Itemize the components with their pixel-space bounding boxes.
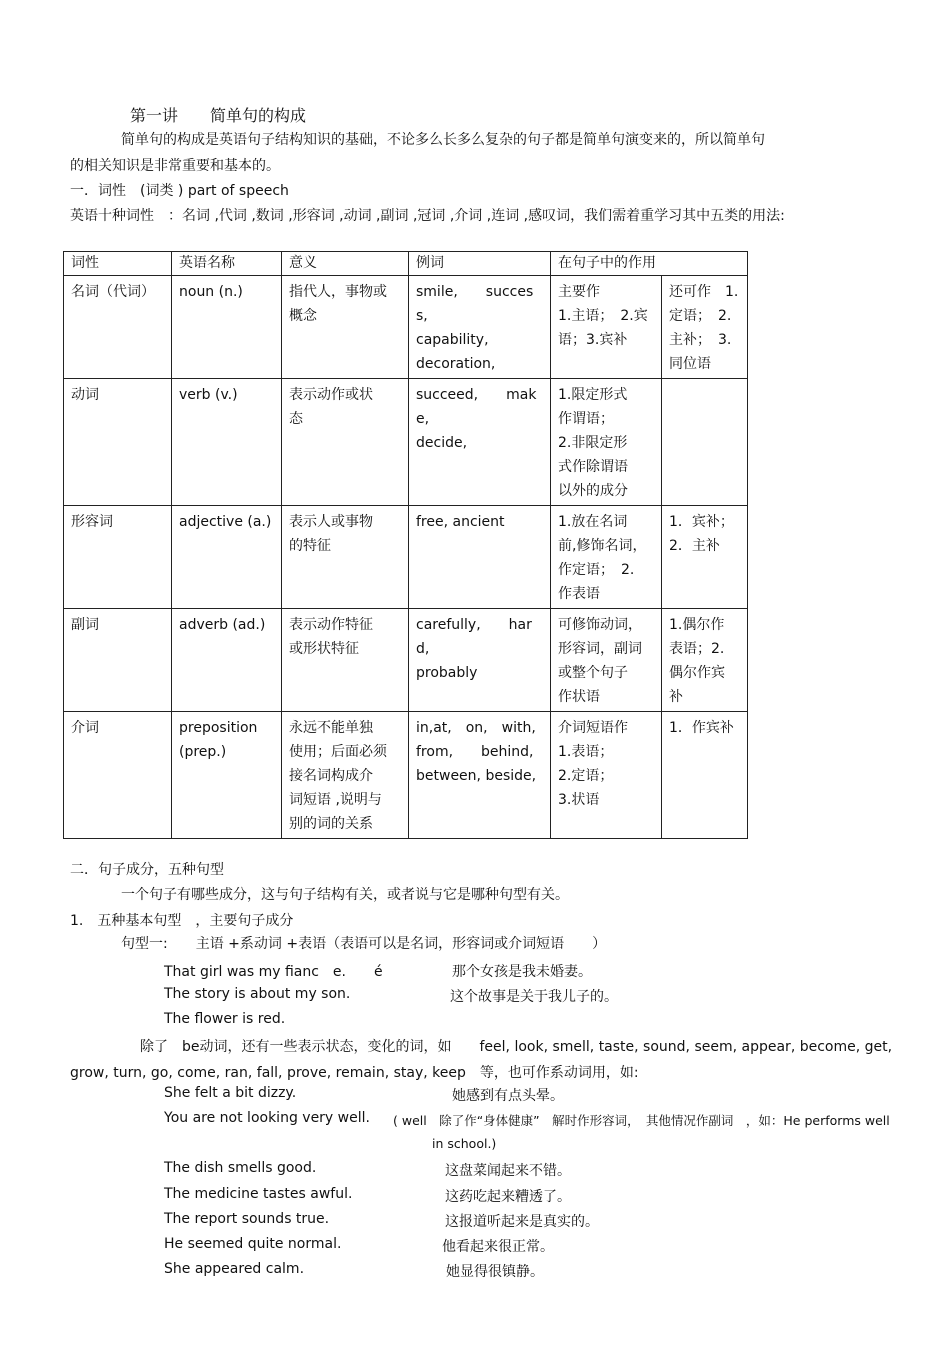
function-line: 1.表语； — [558, 744, 614, 760]
example-sentence-en: The flower is red. — [164, 1011, 286, 1027]
extra-function-cell — [662, 609, 748, 712]
function-line: 可修饰动词， — [558, 617, 642, 633]
examples-cell — [409, 506, 551, 609]
function-line: 作定语； 2. — [558, 562, 635, 578]
table-row — [64, 506, 748, 609]
example-line: carefully, hard, — [416, 617, 532, 657]
table-row — [64, 379, 748, 506]
extra-line: 1．作宾补 — [669, 720, 734, 736]
examples-cell — [409, 276, 551, 379]
example-sentence-zh: 这报道听起来是真实的。 — [445, 1214, 599, 1230]
example-sentence-en: The story is about my son. — [164, 986, 351, 1002]
meaning-line: 指代人，事物或 — [289, 284, 387, 300]
meaning-line: 词短语 ,说明与 — [289, 792, 382, 808]
english-name-cell: adjective (a.) — [172, 506, 282, 609]
extra-line: 还可作 1. — [669, 284, 739, 300]
function-line: 1.限定形式 — [558, 387, 628, 403]
extra-line: 表语；2. — [669, 641, 725, 657]
function-line: 语；3.宾补 — [558, 332, 628, 348]
example-line: between, beside, — [416, 768, 537, 784]
parts-of-speech-table — [63, 251, 748, 839]
function-line: 式作除谓语 — [558, 459, 628, 475]
example-sentence-zh: 她感到有点头晕。 — [452, 1088, 564, 1104]
function-line: 以外的成分 — [558, 483, 628, 499]
extra-line: 主补； 3. — [669, 332, 732, 348]
function-cell — [551, 276, 662, 379]
linking-verbs-note-line2: grow, turn, go, come, ran, fall, prove, remain, stay, keep 等，也可作系动词用，如: — [70, 1065, 639, 1081]
table-row — [64, 609, 748, 712]
extra-line: 同位语 — [669, 356, 711, 372]
meaning-line: 态 — [289, 411, 303, 427]
meaning-line: 或形状特征 — [289, 641, 359, 657]
pos-cell: 介词 — [64, 712, 172, 839]
meaning-cell — [282, 712, 409, 839]
function-line: 形容词，副词 — [558, 641, 642, 657]
example-sentence-en: She appeared calm. — [164, 1261, 305, 1277]
section1-heading: 一．词性 (词类 ) part of speech — [70, 183, 289, 199]
example-line: succeed, make, — [416, 387, 537, 427]
function-line: 前,修饰名词， — [558, 538, 647, 554]
example-line: decoration, — [416, 356, 496, 372]
function-cell — [551, 712, 662, 839]
table-header-row — [64, 252, 748, 276]
example-sentence-en: The dish smells good. — [164, 1160, 317, 1176]
meaning-line: 表示动作或状 — [289, 387, 373, 403]
meaning-line: 使用；后面必须 — [289, 744, 387, 760]
section2-intro: 一个句子有哪些成分，这与句子结构有关，或者说与它是哪种句型有关。 — [121, 887, 569, 903]
function-line: 作表语 — [558, 586, 600, 602]
example-line: capability, — [416, 332, 489, 348]
function-cell — [551, 379, 662, 506]
section2-heading: 二．句子成分，五种句型 — [70, 862, 224, 878]
examples-cell — [409, 712, 551, 839]
function-line: 3.状语 — [558, 792, 600, 808]
function-line: 2.非限定形 — [558, 435, 628, 451]
english-name-cell: verb (v.) — [172, 379, 282, 506]
function-line: 介词短语作 — [558, 720, 628, 736]
function-line: 2.定语； — [558, 768, 614, 784]
meaning-line: 表示人或事物 — [289, 514, 373, 530]
extra-line: 补 — [669, 689, 683, 705]
examples-cell — [409, 609, 551, 712]
meaning-cell — [282, 609, 409, 712]
example-sentence-zh: 这药吃起来糟透了。 — [445, 1189, 571, 1205]
extra-line: 定语； 2. — [669, 308, 732, 324]
table-row — [64, 276, 748, 379]
example-line: from, behind, — [416, 744, 534, 760]
example-sentence-zh: 她显得很镇静。 — [446, 1264, 544, 1280]
example-sentence-en: The medicine tastes awful. — [164, 1186, 353, 1202]
table-header-cell: 词性 — [64, 252, 172, 276]
extra-line: 偶尔作宾 — [669, 665, 725, 681]
example-sentence-en: You are not looking very well. — [164, 1110, 370, 1126]
extra-function-cell — [662, 276, 748, 379]
function-line: 1.主语； 2.宾 — [558, 308, 648, 324]
function-cell — [551, 609, 662, 712]
function-line: 作谓语； — [558, 411, 614, 427]
example-sentence-zh: 他看起来很正常。 — [442, 1239, 554, 1255]
example-sentence-en: She felt a bit dizzy. — [164, 1085, 297, 1101]
table-header-cell: 在句子中的作用 — [551, 252, 748, 276]
pos-cell: 形容词 — [64, 506, 172, 609]
point1-heading: 1. 五种基本句型 ，主要句子成分 — [70, 913, 294, 929]
function-cell — [551, 506, 662, 609]
extra-line: 1.偶尔作 — [669, 617, 725, 633]
section1-text: 英语十种词性 ：名词 ,代词 ,数词 ,形容词 ,动词 ,副词 ,冠词 ,介词 ,连词 ,感叹词，我们需着重学习其中五类的用法: — [70, 208, 785, 224]
example-line: smile, success, — [416, 284, 534, 324]
english-name-cell — [172, 712, 282, 839]
intro-text-line2: 的相关知识是非常重要和基本的。 — [70, 158, 280, 174]
table-header-cell: 例词 — [409, 252, 551, 276]
example-sentence-zh: 那个女孩是我未婚妻。 — [452, 964, 592, 980]
table-header-cell: 英语名称 — [172, 252, 282, 276]
example-line: decide, — [416, 435, 468, 451]
function-line: 主要作 — [558, 284, 600, 300]
example-sentence-en: That girl was my fianc e. é — [164, 964, 383, 980]
linking-verbs-note-line1: 除了 be动词，还有一些表示状态，变化的词，如 feel, look, smell, taste, sound, seem, appear, become, get, — [140, 1039, 893, 1055]
pos-cell: 副词 — [64, 609, 172, 712]
english-name-line: (prep.) — [179, 744, 227, 760]
example-sentence-en: The report sounds true. — [164, 1211, 330, 1227]
extra-line: 2．主补 — [669, 538, 720, 554]
example-sentence-en: He seemed quite normal. — [164, 1236, 342, 1252]
example-sentence-zh: 这盘菜闻起来不错。 — [445, 1163, 571, 1179]
pattern1-line: 句型一: 主语 +系动词 +表语（表语可以是名词，形容词或介词短语 ） — [121, 936, 607, 952]
usage-note-line1: ( well 除了作“身体健康” 解时作形容词， 其他情况作副词 ，如：He performs well — [393, 1113, 890, 1128]
pos-cell: 动词 — [64, 379, 172, 506]
english-name-cell: adverb (ad.) — [172, 609, 282, 712]
meaning-line: 概念 — [289, 308, 317, 324]
meaning-line: 的特征 — [289, 538, 331, 554]
meaning-line: 别的词的关系 — [289, 816, 373, 832]
pos-cell: 名词（代词） — [64, 276, 172, 379]
english-name-cell: noun (n.) — [172, 276, 282, 379]
table-header-cell: 意义 — [282, 252, 409, 276]
example-line: probably — [416, 665, 478, 681]
extra-function-cell — [662, 712, 748, 839]
extra-function-cell — [662, 506, 748, 609]
meaning-cell — [282, 379, 409, 506]
extra-function-cell — [662, 379, 748, 506]
function-line: 作状语 — [558, 689, 600, 705]
function-line: 或整个句子 — [558, 665, 628, 681]
meaning-line: 表示动作特征 — [289, 617, 373, 633]
examples-cell — [409, 379, 551, 506]
example-line: free, ancient — [416, 514, 505, 530]
english-name-line: preposition — [179, 720, 258, 736]
meaning-line: 接名词构成介 — [289, 768, 373, 784]
meaning-cell — [282, 276, 409, 379]
extra-line: 1．宾补； — [669, 514, 734, 530]
example-line: in,at, on, with, — [416, 720, 536, 736]
function-line: 1.放在名词 — [558, 514, 628, 530]
example-sentence-zh: 这个故事是关于我儿子的。 — [450, 989, 618, 1005]
meaning-cell — [282, 506, 409, 609]
usage-note-line2: in school.) — [432, 1136, 497, 1151]
page-title: 第一讲 简单句的构成 — [130, 106, 307, 125]
meaning-line: 永远不能单独 — [289, 720, 373, 736]
intro-text-line1: 简单句的构成是英语句子结构知识的基础，不论多么长多么复杂的句子都是简单句演变来的，所以简单句 — [121, 132, 765, 148]
table-row — [64, 712, 748, 839]
